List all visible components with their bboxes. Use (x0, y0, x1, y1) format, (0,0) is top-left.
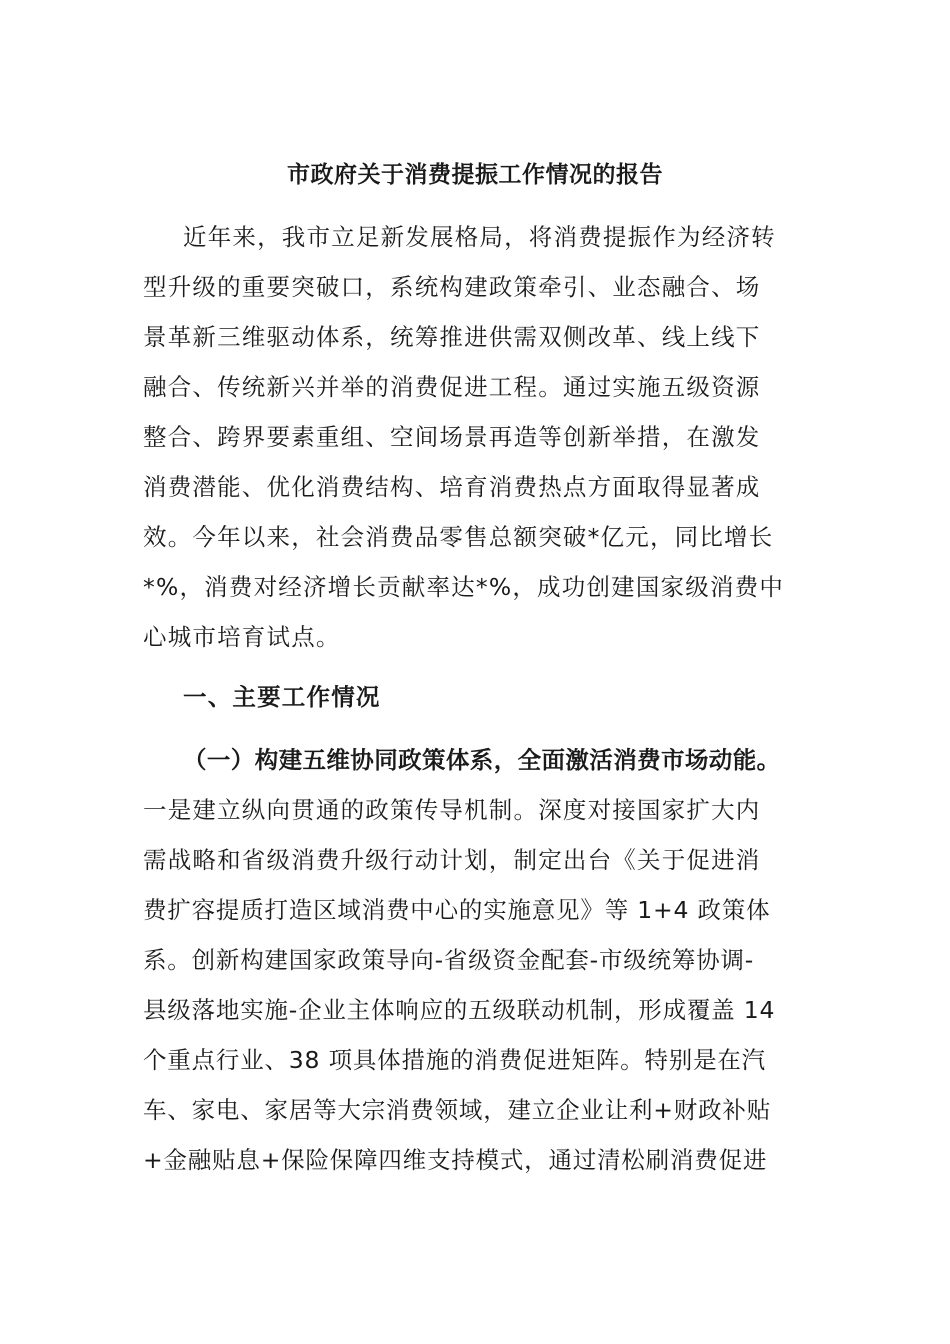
paragraph-2-line-8: +金融贴息+保险保障四维支持模式，通过清松刷消费促进 (143, 1146, 768, 1174)
paragraph-1-line-5: 整合、跨界要素重组、空间场景再造等创新举措，在激发 (143, 423, 761, 451)
paragraph-2-line-4: 系。创新构建国家政策导向-省级资金配套-市级统筹协调- (143, 946, 755, 974)
paragraph-1-line-4: 融合、传统新兴并举的消费促进工程。通过实施五级资源 (143, 373, 761, 401)
paragraph-2-line-3: 费扩容提质打造区域消费中心的实施意见》等 1+4 政策体 (143, 896, 771, 924)
subsection-heading: （一）构建五维协同政策体系，全面激活消费市场动能。 (183, 746, 781, 774)
paragraph-2-line-2: 需战略和省级消费升级行动计划，制定出台《关于促进消 (143, 846, 761, 874)
paragraph-1-line-3: 景革新三维驱动体系，统筹推进供需双侧改革、线上线下 (143, 323, 761, 351)
paragraph-1-line-8: *%，消费对经济增长贡献率达*%，成功创建国家级消费中 (143, 573, 785, 601)
paragraph-1-line-7: 效。今年以来，社会消费品零售总额突破*亿元，同比增长 (143, 523, 774, 551)
paragraph-2-line-6: 个重点行业、38 项具体措施的消费促进矩阵。特别是在汽 (143, 1046, 766, 1074)
paragraph-1-line-6: 消费潜能、优化消费结构、培育消费热点方面取得显著成 (143, 473, 761, 501)
paragraph-2-line-7: 车、家电、家居等大宗消费领域，建立企业让利+财政补贴 (143, 1096, 771, 1124)
paragraph-1-line-2: 型升级的重要突破口，系统构建政策牵引、业态融合、场 (143, 273, 761, 301)
paragraph-1-line-9: 心城市培育试点。 (143, 623, 341, 651)
paragraph-2-line-1: 一是建立纵向贯通的政策传导机制。深度对接国家扩大内 (143, 796, 761, 824)
paragraph-2-line-5: 县级落地实施-企业主体响应的五级联动机制，形成覆盖 14 (143, 996, 776, 1024)
section-heading: 一、主要工作情况 (183, 683, 381, 711)
document-title: 市政府关于消费提振工作情况的报告 (287, 162, 663, 188)
paragraph-1-line-1: 近年来，我市立足新发展格局，将消费提振作为经济转 (183, 223, 776, 251)
